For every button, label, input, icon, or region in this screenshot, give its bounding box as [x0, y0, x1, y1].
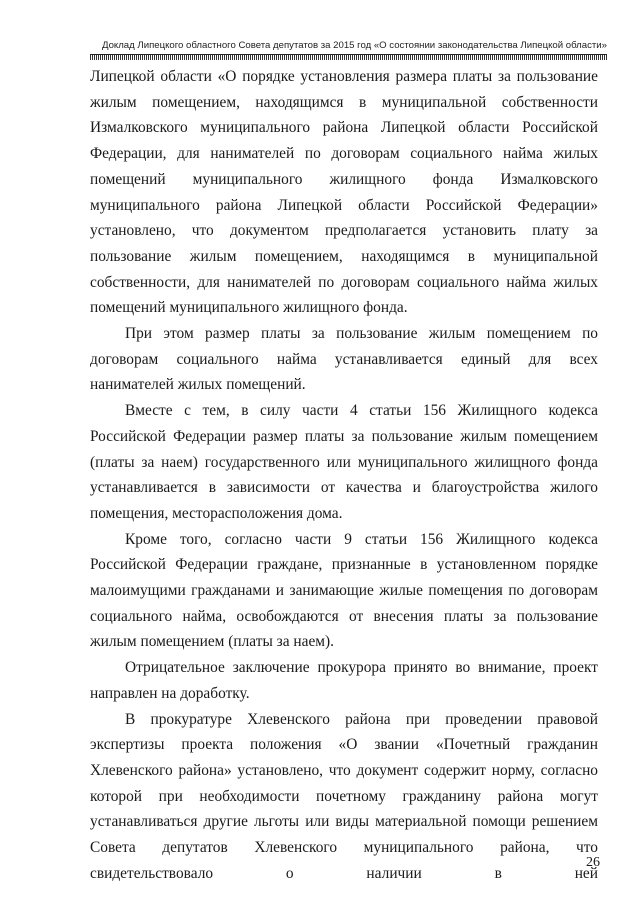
running-header: Доклад Липецкого областного Совета депутатов за 2015 год «О состоянии законодательства Липецкой области»: [101, 40, 607, 51]
header-rule: [90, 54, 607, 60]
paragraph-1: Липецкой области «О порядке установления размера платы за пользование жилым помещением, находящимся в муниципальной собственности Измалковского муниципального района Липецкой области Российской Федерации, для нанимателей по договорам социального найма жилых помещений муниципального жилищного фонда Измалковского муниципального района Липецкой области Российской Федерации» установлено, что документом предполагается установить плату за пользование жилым помещением, находящимся в муниципальной собственности, для нанимателей по договорам социального найма жилых помещений муниципального жилищного фонда.: [90, 68, 598, 317]
document-body: [90, 64, 598, 887]
paragraph-4: Кроме того, согласно части 9 статьи 156 Жилищного кодекса Российской Федерации граждане, признанные в установленном порядке малоимущими гражданами и занимающие жилые помещения по договорам социального найма, освобождаются от внесения платы за пользование жилым помещением (платы за наем).: [90, 530, 598, 651]
page-number: 26: [586, 855, 600, 870]
paragraph-6: В прокуратуре Хлевенского района при проведении правовой экспертизы проекта положения «О звании «Почетный гражданин Хлевенского района» установлено, что документ содержит норму, согласно которой при необходимости почетному гражданину района могут устанавливаться другие льготы или виды материальной помощи решением Совета депутатов Хлевенского муниципального района, что свидетельствовало о наличии в ней: [90, 710, 598, 882]
paragraph-3: Вместе с тем, в силу части 4 статьи 156 Жилищного кодекса Российской Федерации размер платы за пользование жилым помещением (платы за наем) государственного или муниципального жилищного фонда устанавливается в зависимости от качества и благоустройства жилого помещения, месторасположения дома.: [90, 402, 598, 522]
paragraph-2: При этом размер платы за пользование жилым помещением по договорам социального найма устанавливается единый для всех нанимателей жилых помещений.: [90, 325, 598, 394]
paragraph-5: Отрицательное заключение прокурора принято во внимание, проект направлен на доработку.: [90, 659, 598, 702]
